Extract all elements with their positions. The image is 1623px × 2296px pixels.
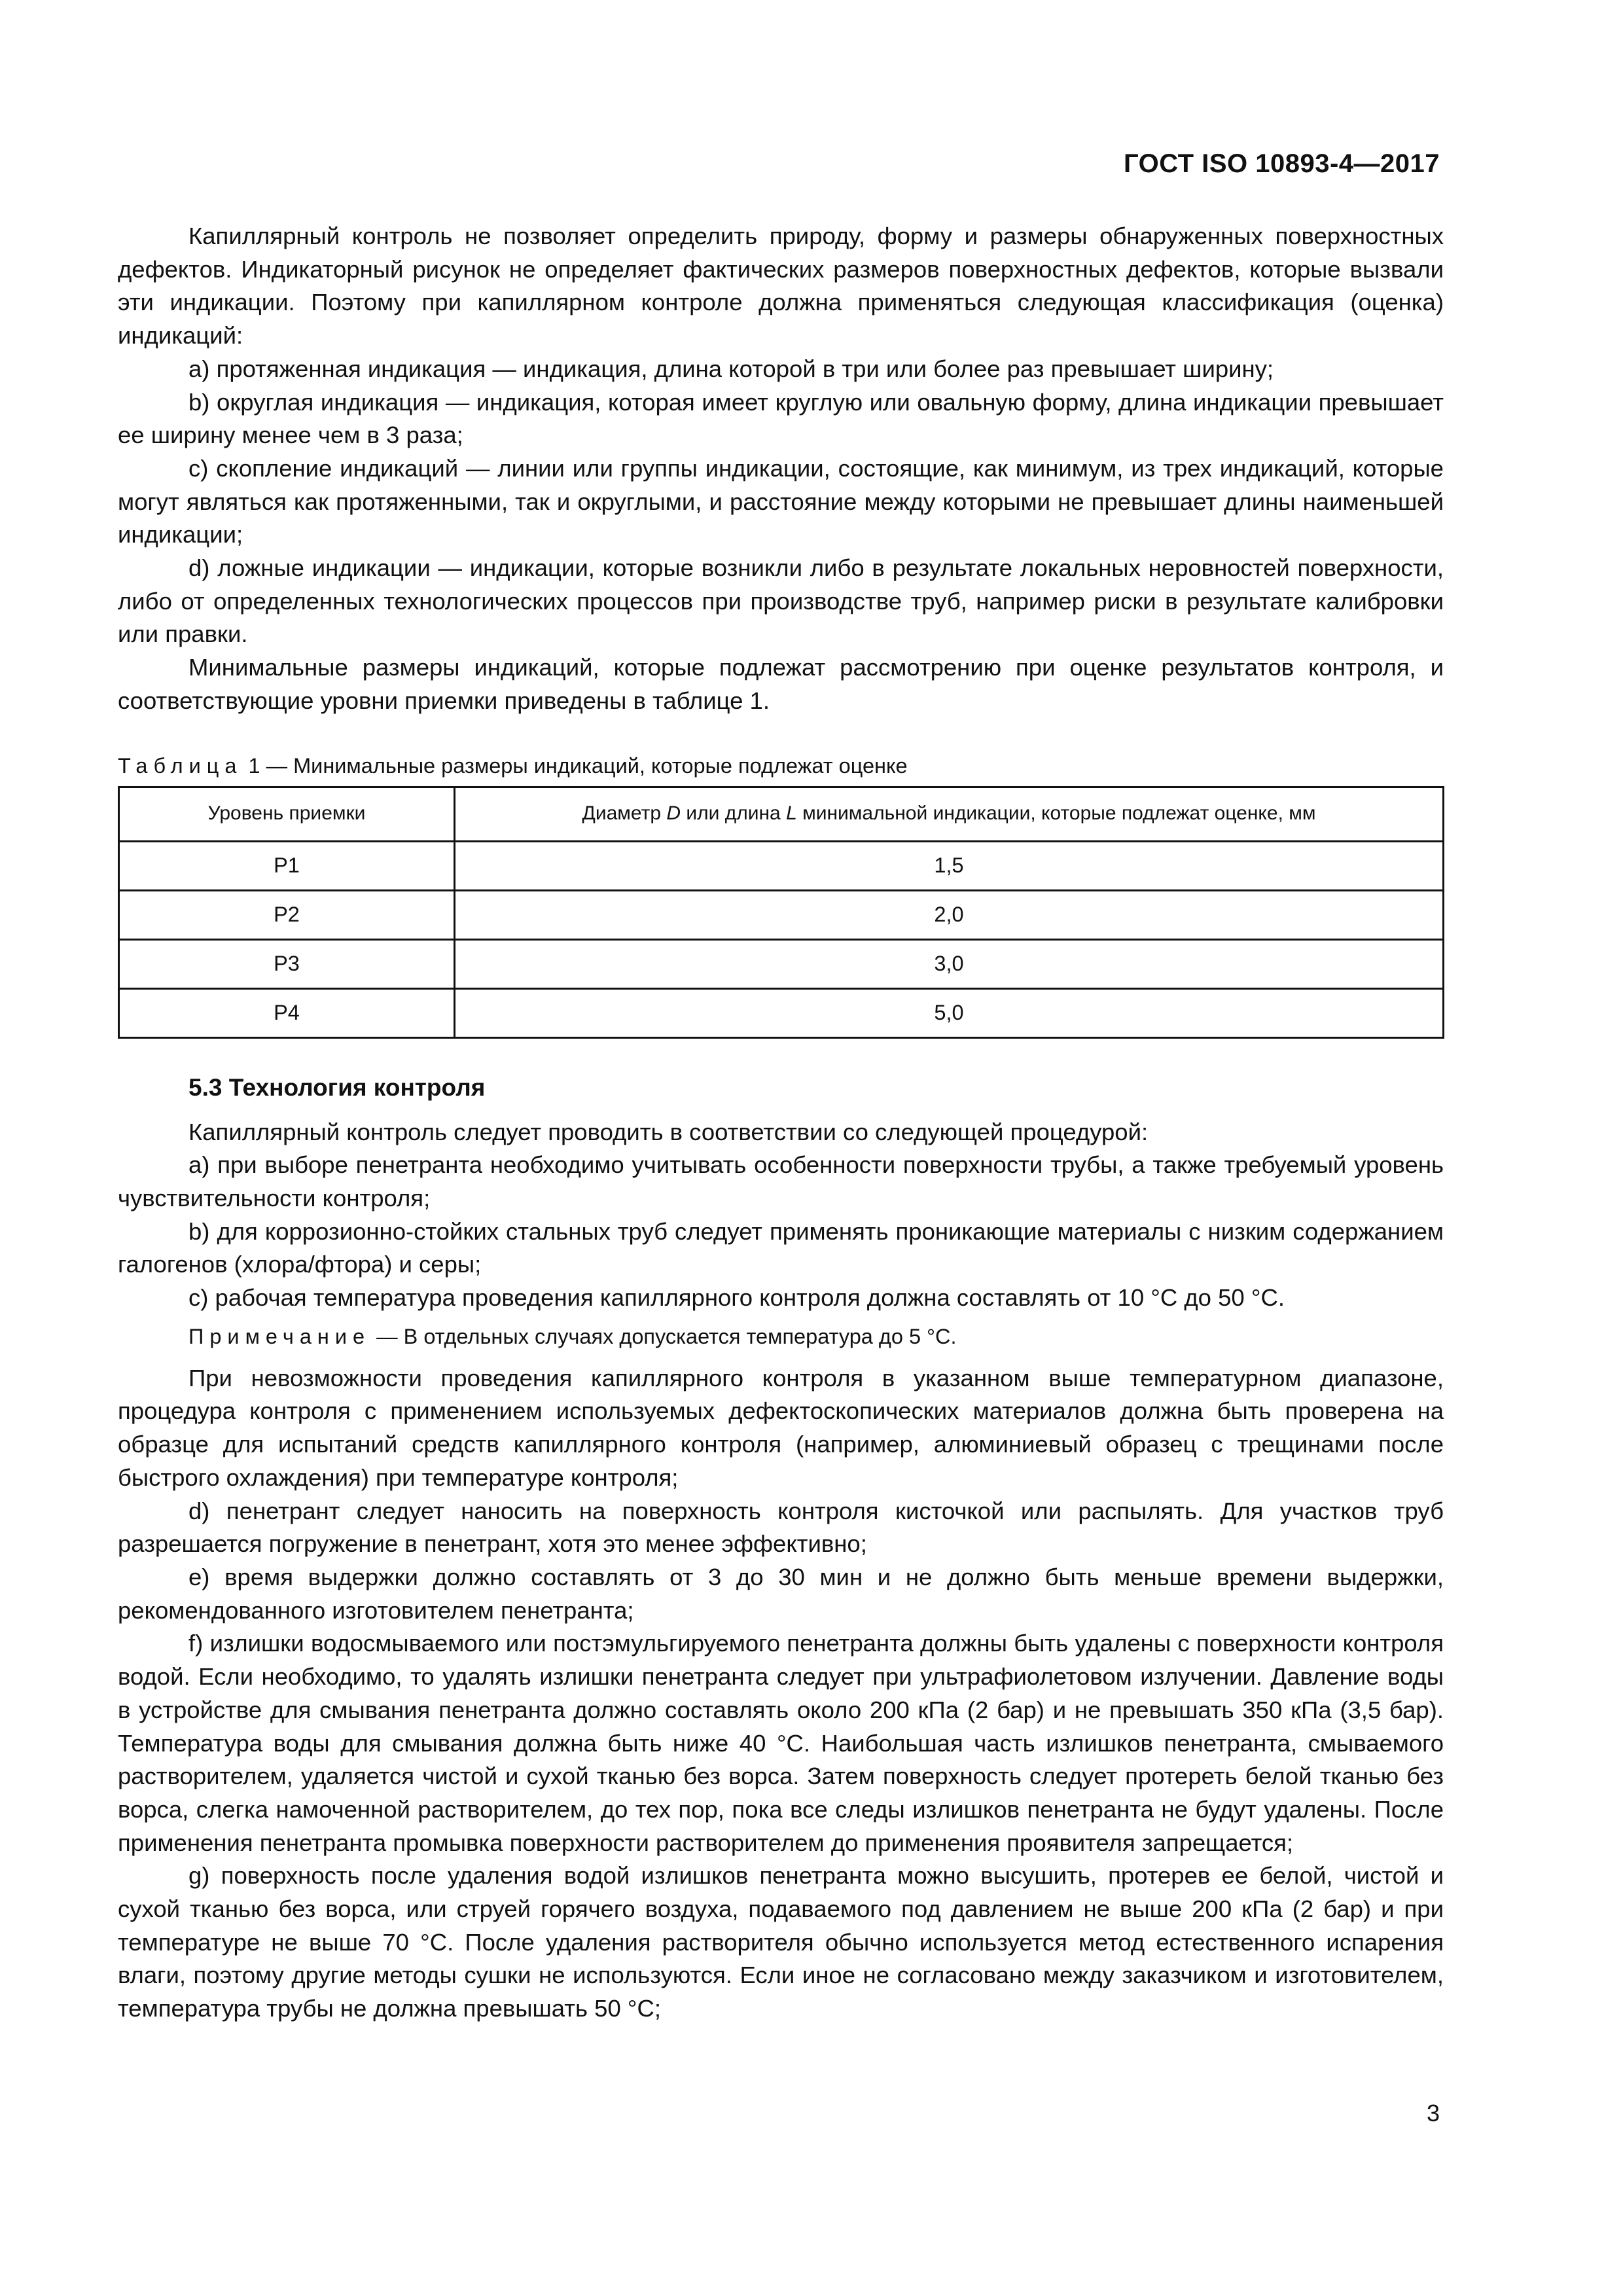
table-cell-size: 3,0 [455,939,1444,988]
table-cell-level: P1 [119,841,455,890]
note-text: — В отдельных случаях допускается температура до 5 °С. [370,1324,957,1348]
list-item-d: d) ложные индикации — индикации, которые возникли либо в результате локальных неровностей поверхности, либо от определенных технологических процессов при производстве труб, например риски в результате калибровки или правки. [118,554,1444,648]
procedure-item-e: е) время выдержки должно составлять от 3 до 30 мин и не должно быть меньше времени выдержки, рекомендованного изготовителем пенетранта; [118,1563,1444,1624]
procedure-item-b: b) для коррозионно-стойких стальных труб следует применять проникающие материалы с низким содержанием галогенов (хлора/фтора) и серы; [118,1217,1444,1278]
column-header-size-symbol-l: L [786,802,797,825]
procedure-item-g: g) поверхность после удаления водой излишков пенетранта можно высушить, протерев ее белой, чистой и сухой тканью без ворса, или струей горячего воздуха, подаваемого под давлением не выше 200 кПа (2 бар) и при температуре не выше 70 °С. После удаления растворителя обычно используется метод естественного испарения влаги, поэтому другие методы сушки не используются. Если иное не согласовано между заказчиком и изготовителем, температура трубы не должна превышать 50 °С; [118,1862,1444,2022]
table-row [119,841,1444,890]
page-content [118,220,1444,2026]
page-number: 3 [1426,2100,1440,2126]
acceptance-levels-table [118,786,1444,1039]
table-row [119,890,1444,939]
table-cell-size: 5,0 [455,988,1444,1037]
list-item-c: c) скопление индикаций — линии или группы индикации, состоящие, как минимум, из трех индикаций, которые могут являться как протяженными, так и округлыми, и расстояние между которыми не превышает длины наименьшей индикации; [118,454,1444,548]
column-header-size-text-1: Диаметр [582,802,667,825]
procedure-item-c: c) рабочая температура проведения капиллярного контроля должна составлять от 10 °С до 50 °С. [188,1284,1285,1312]
table-caption [118,752,1444,780]
table-reference-paragraph: Минимальные размеры индикаций, которые подлежат рассмотрению при оценке результатов контроля, и соответствующие уровни приемки приведены в таблице 1. [118,654,1444,714]
table-header-row [119,787,1444,841]
table-row [119,988,1444,1037]
procedure-item-a: а) при выборе пенетранта необходимо учитывать особенности поверхности трубы, а также требуемый уровень чувствительности контроля; [118,1151,1444,1211]
table-cell-level: P4 [119,988,455,1037]
section-title: 5.3 Технология контроля [188,1073,486,1101]
list-item-b: b) округлая индикация — индикация, которая имеет круглую или овальную форму, длина индикации превышает ее ширину менее чем в 3 раза; [118,388,1444,449]
column-header-size-text-3: минимальной индикации, которые подлежат оценке, мм [796,802,1316,825]
note-label: Примечание [188,1324,371,1348]
list-item-a: а) протяженная индикация — индикация, длина которой в три или более раз превышает ширину; [188,355,1274,382]
column-header-level: Уровень приемки [119,787,455,841]
procedure-intro-paragraph: Капиллярный контроль следует проводить в соответствии со следующей процедурой: [188,1118,1149,1145]
temperature-deviation-paragraph: При невозможности проведения капиллярного контроля в указанном выше температурном диапазоне, процедура контроля с применением используемых дефектоскопических материалов должна быть проверена на образце для испытаний средств капиллярного контроля (например, алюминиевый образец с трещинами после быстрого охлаждения) при температуре контроля; [118,1364,1444,1491]
table-cell-size: 2,0 [455,890,1444,939]
table-caption-text: 1 — Минимальные размеры индикаций, которые подлежат оценке [248,753,908,778]
table-row [119,939,1444,988]
intro-paragraph: Капиллярный контроль не позволяет определить природу, форму и размеры обнаруженных поверхностных дефектов. Индикаторный рисунок не определяет фактических размеров поверхностных дефектов, которые вызвали эти индикации. Поэтому при капиллярном контроле должна применяться следующая классификация (оценка) индикаций: [118,223,1444,350]
table-cell-level: P3 [119,939,455,988]
procedure-item-d: d) пенетрант следует наносить на поверхность контроля кисточкой или распылять. Для участков труб разрешается погружение в пенетрант, хотя это менее эффективно; [118,1497,1444,1558]
table-cell-level: P2 [119,890,455,939]
procedure-item-f: f) излишки водосмываемого или постэмульгируемого пенетранта должны быть удалены с поверхности контроля водой. Если необходимо, то удалять излишки пенетранта следует при ультрафиолетовом излучении. Давление воды в устройстве для смывания пенетранта должно составлять около 200 кПа (2 бар) и не превышать 350 кПа (3,5 бар). Температура воды для смывания должна быть ниже 40 °С. Наибольшая часть излишков пенетранта, смываемого растворителем, удаляется чистой и сухой тканью без ворса. Затем поверхность следует протереть белой тканью без ворса, слегка намоченной растворителем, до тех пор, пока все следы излишков пенетранта не будут удалены. После применения пенетранта промывка поверхности растворителем до применения проявителя запрещается; [118,1630,1444,1856]
column-header-size [455,787,1444,841]
table-caption-word: Таблица [118,753,243,778]
table-cell-size: 1,5 [455,841,1444,890]
note [118,1321,1444,1352]
column-header-size-symbol-d: D [666,802,681,825]
document-header-standard: ГОСТ ISO 10893-4—2017 [1124,149,1440,178]
column-header-size-text-2: или длина [681,802,787,825]
